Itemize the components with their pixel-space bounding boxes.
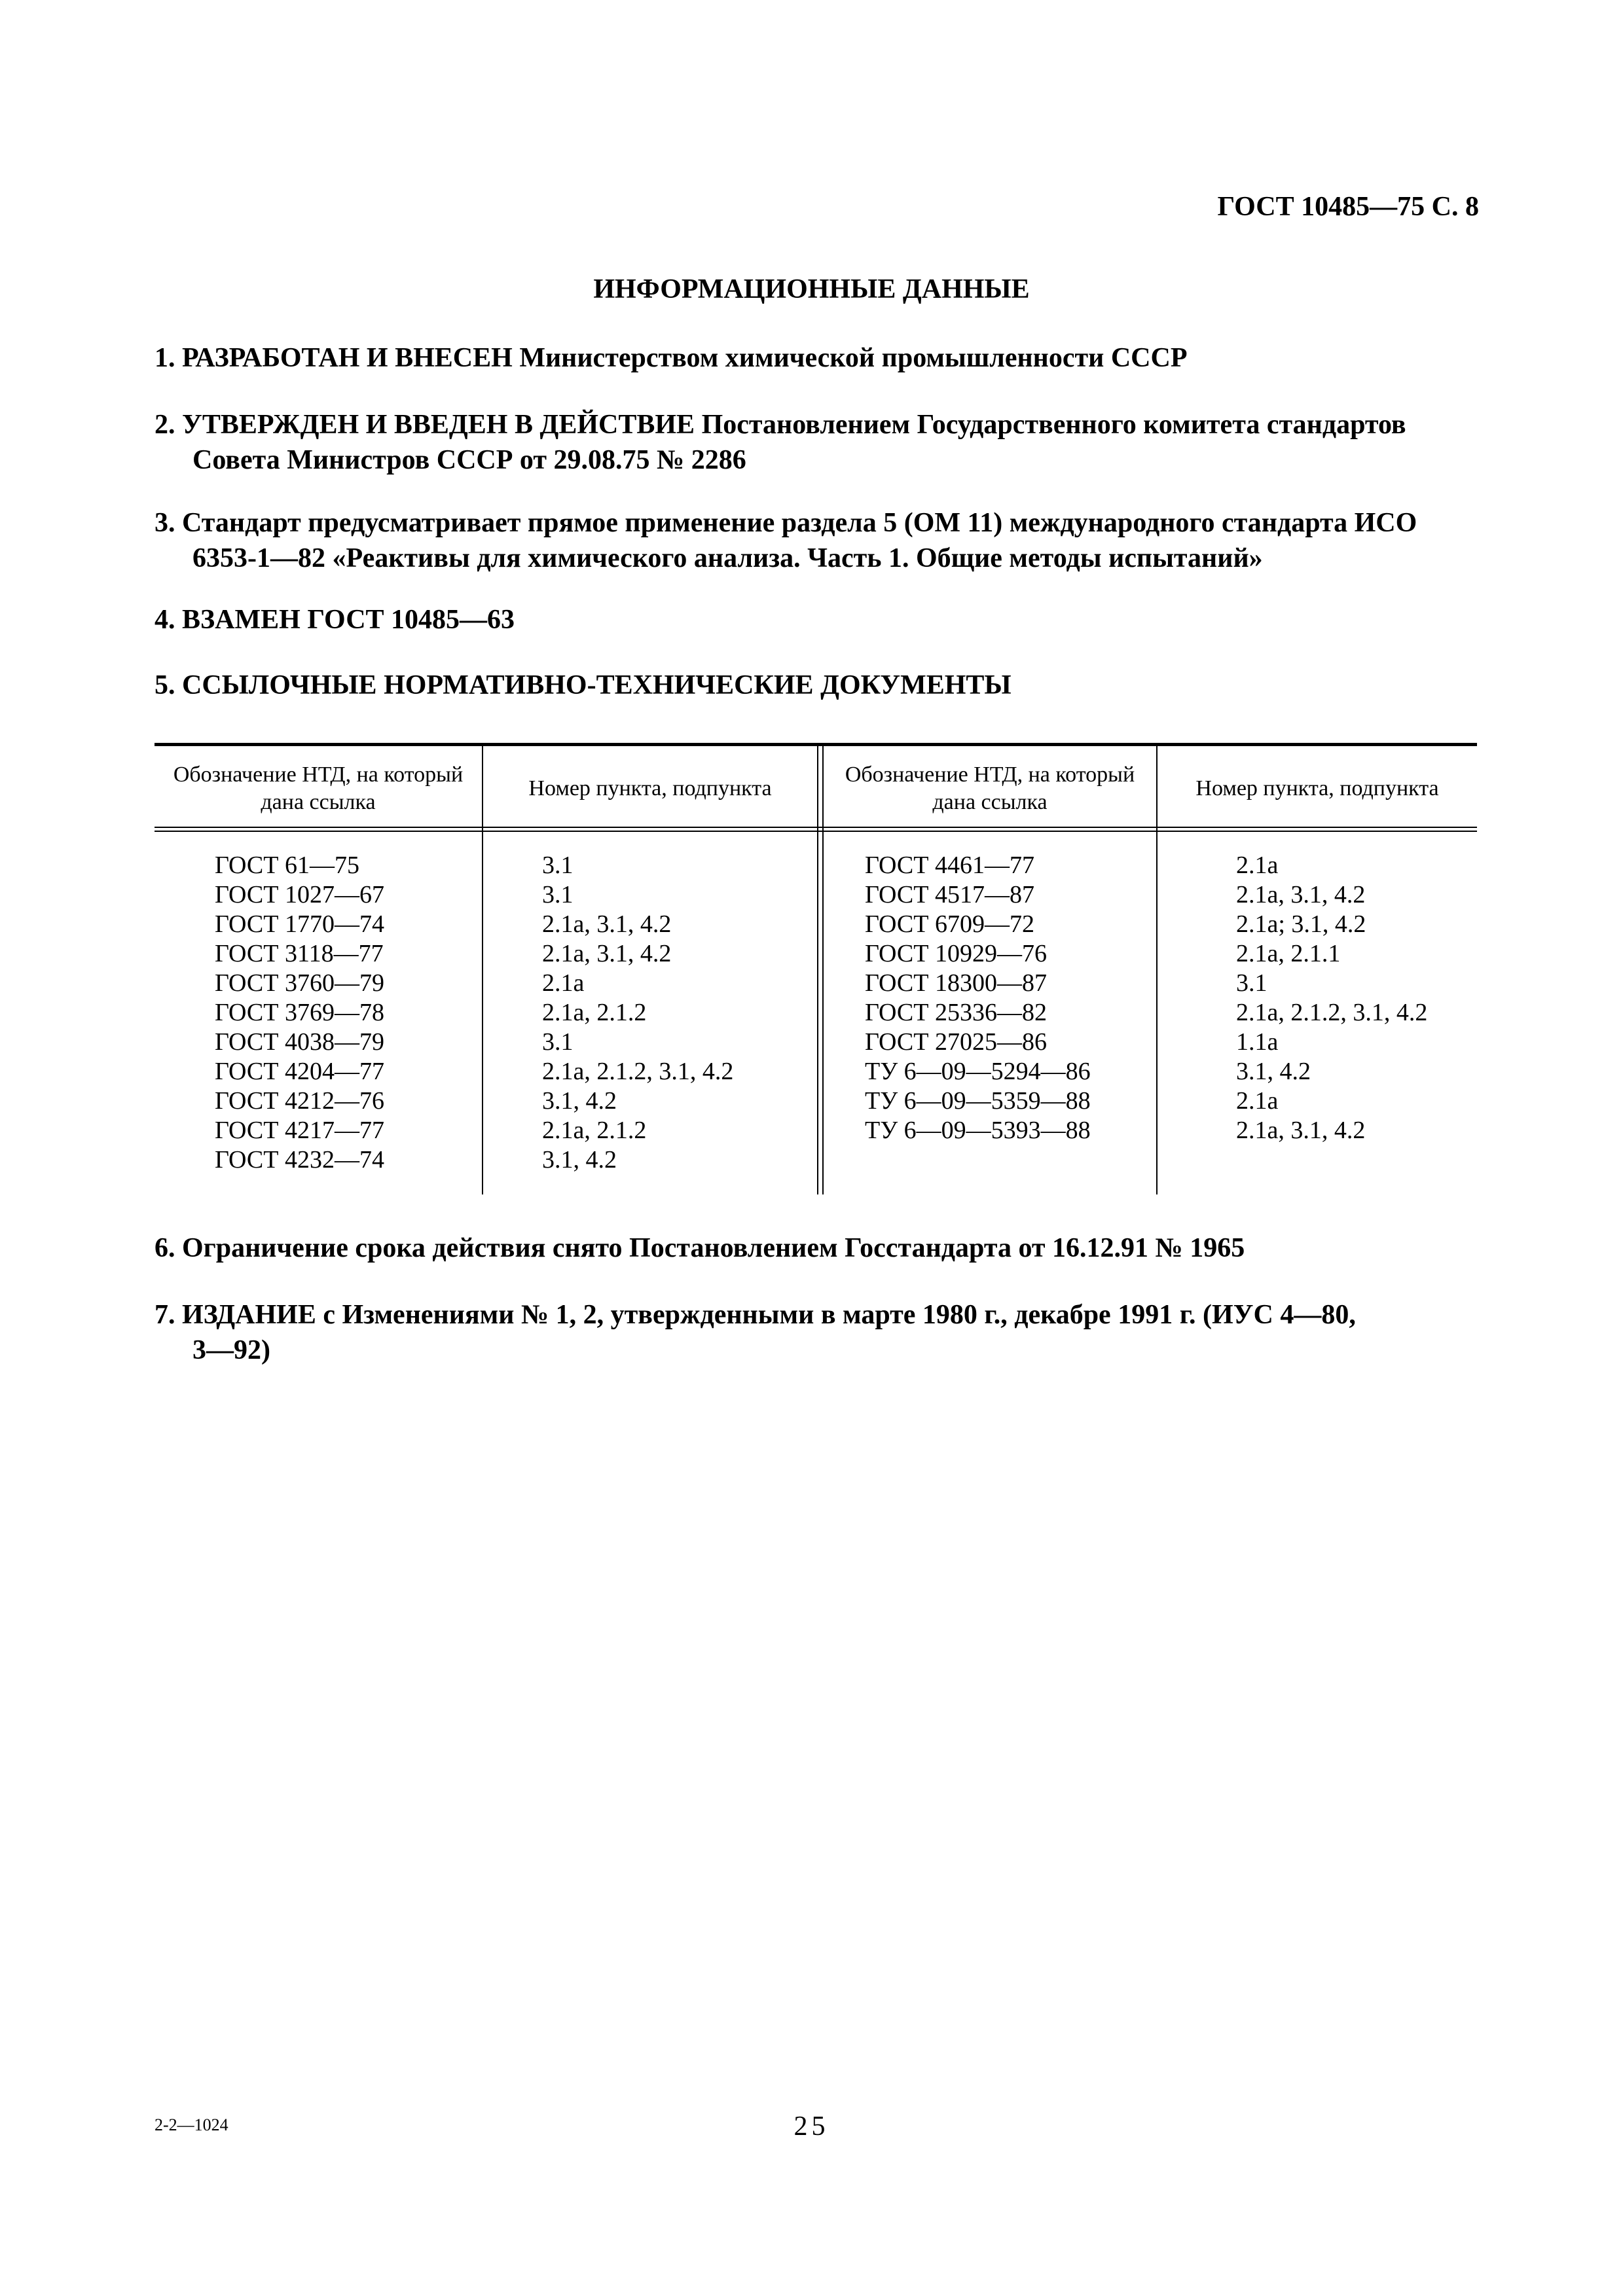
table-top-rule [155, 743, 1477, 746]
reference-documents-table [155, 743, 1477, 1194]
table-header-cell: Номер пункта, подпункта [1195, 776, 1439, 800]
left-points-column [542, 851, 733, 1175]
item-text: Стандарт предусматривает прямое применение раздела 5 (ОМ 11) международного стандарта ИСО [182, 508, 1417, 538]
table-cell: 1.1а [1236, 1028, 1279, 1056]
table-cell: ГОСТ 4204—77 [215, 1058, 384, 1085]
table-cell: ГОСТ 3760—79 [215, 969, 384, 997]
table-cell: 3.1, 4.2 [542, 1146, 617, 1174]
item-number: 1. [155, 343, 175, 373]
table-cell: 2.1а, 2.1.2 [542, 999, 647, 1026]
right-points-column [1236, 851, 1427, 1145]
page-header-doc-ref: ГОСТ 10485—75 С. 8 [1217, 192, 1479, 222]
table-cell: 2.1а, 2.1.2 [542, 1117, 647, 1144]
item-text: с Изменениями № 1, 2, утвержденными в марте 1980 г., декабре 1991 г. (ИУС 4—80, [323, 1300, 1356, 1330]
item-text: Министерством химической промышленности СССР [519, 343, 1188, 373]
table-cell: ГОСТ 25336—82 [865, 999, 1047, 1026]
table-cell: ТУ 6—09—5359—88 [865, 1087, 1091, 1115]
table-cell: 3.1 [542, 852, 574, 879]
table-cell: ГОСТ 18300—87 [865, 969, 1047, 997]
item-replaces [155, 602, 1477, 637]
item-number: 5. [155, 670, 175, 700]
item-edition [155, 1297, 1477, 1368]
item-text: Постановлением Государственного комитета стандартов [701, 410, 1406, 440]
table-cell: ГОСТ 4217—77 [215, 1117, 384, 1144]
table-cell: ГОСТ 10929—76 [865, 940, 1047, 967]
item-number: 3. [155, 508, 175, 538]
item-continuation: 3—92) [192, 1335, 270, 1365]
table-cell: 2.1а, 3.1, 4.2 [542, 940, 672, 967]
item-number: 4. [155, 605, 175, 635]
item-reference-docs [155, 668, 1477, 703]
table-cell: 2.1а, 3.1, 4.2 [1236, 881, 1366, 908]
table-cell: ТУ 6—09—5393—88 [865, 1117, 1091, 1144]
table-cell: 3.1, 4.2 [542, 1087, 617, 1115]
table-cell: 2.1а, 3.1, 4.2 [542, 910, 672, 938]
page-number: 25 [793, 2111, 830, 2142]
table-cell: ГОСТ 4212—76 [215, 1087, 384, 1115]
item-lead: ИЗДАНИЕ [182, 1300, 316, 1330]
table-cell: 2.1а [542, 969, 585, 997]
item-iso-application [155, 505, 1477, 576]
table-cell: 3.1 [542, 1028, 574, 1056]
table-header-cell: Обозначение НТД, на который дана ссылка [173, 762, 464, 814]
table-cell: 2.1а, 2.1.1 [1236, 940, 1341, 967]
table-cell: 3.1, 4.2 [1236, 1058, 1311, 1085]
table-cell: 3.1 [542, 881, 574, 908]
table-cell: ГОСТ 4232—74 [215, 1146, 384, 1174]
table-cell: ГОСТ 4461—77 [865, 852, 1034, 879]
item-lead: ВЗАМЕН ГОСТ 10485—63 [182, 605, 515, 635]
table-header-cell: Обозначение НТД, на который дана ссылка [845, 762, 1135, 814]
item-lead: УТВЕРЖДЕН И ВВЕДЕН В ДЕЙСТВИЕ [182, 410, 695, 440]
footer-print-code: 2-2—1024 [155, 2115, 228, 2134]
table-header-rule [155, 831, 1477, 832]
table-cell: 2.1а [1236, 852, 1279, 879]
table-cell: 2.1а, 2.1.2, 3.1, 4.2 [542, 1058, 734, 1085]
item-number: 2. [155, 410, 175, 440]
table-cell: 2.1а; 3.1, 4.2 [1236, 910, 1366, 938]
table-cell: 3.1 [1236, 969, 1267, 997]
item-number: 7. [155, 1300, 175, 1330]
item-continuation: Совета Министров СССР от 29.08.75 № 2286 [192, 445, 746, 475]
document-title: ИНФОРМАЦИОННЫЕ ДАННЫЕ [593, 274, 1030, 304]
right-doc-column [865, 851, 1091, 1145]
table-cell: ГОСТ 3769—78 [215, 999, 384, 1026]
table-column-divider [817, 746, 818, 1194]
table-cell: ГОСТ 3118—77 [215, 940, 384, 967]
table-cell: ГОСТ 6709—72 [865, 910, 1034, 938]
table-cell: ГОСТ 1770—74 [215, 910, 384, 938]
item-lead: ССЫЛОЧНЫЕ НОРМАТИВНО-ТЕХНИЧЕСКИЕ ДОКУМЕНТЫ [182, 670, 1012, 700]
table-header-cell: Номер пункта, подпункта [528, 776, 772, 800]
item-text: Ограничение срока действия снято Постановлением Госстандарта от 16.12.91 № 1965 [182, 1233, 1245, 1263]
item-lead: РАЗРАБОТАН И ВНЕСЕН [182, 343, 513, 373]
table-header-rule [155, 827, 1477, 828]
item-number: 6. [155, 1233, 175, 1263]
left-doc-column [215, 851, 384, 1175]
item-developed-by [155, 340, 1477, 376]
table-cell: ГОСТ 27025—86 [865, 1028, 1047, 1056]
table-cell: 2.1а, 2.1.2, 3.1, 4.2 [1236, 999, 1428, 1026]
item-continuation: 6353-1—82 «Реактивы для химического анализа. Часть 1. Общие методы испытаний» [192, 543, 1263, 573]
table-cell: ГОСТ 4517—87 [865, 881, 1034, 908]
table-cell: ГОСТ 4038—79 [215, 1028, 384, 1056]
item-approved [155, 407, 1477, 478]
table-cell: 2.1а, 3.1, 4.2 [1236, 1117, 1366, 1144]
item-validity [155, 1230, 1477, 1266]
table-cell: ТУ 6—09—5294—86 [865, 1058, 1091, 1085]
table-cell: ГОСТ 61—75 [215, 852, 359, 879]
table-cell: ГОСТ 1027—67 [215, 881, 384, 908]
table-cell: 2.1а [1236, 1087, 1279, 1115]
